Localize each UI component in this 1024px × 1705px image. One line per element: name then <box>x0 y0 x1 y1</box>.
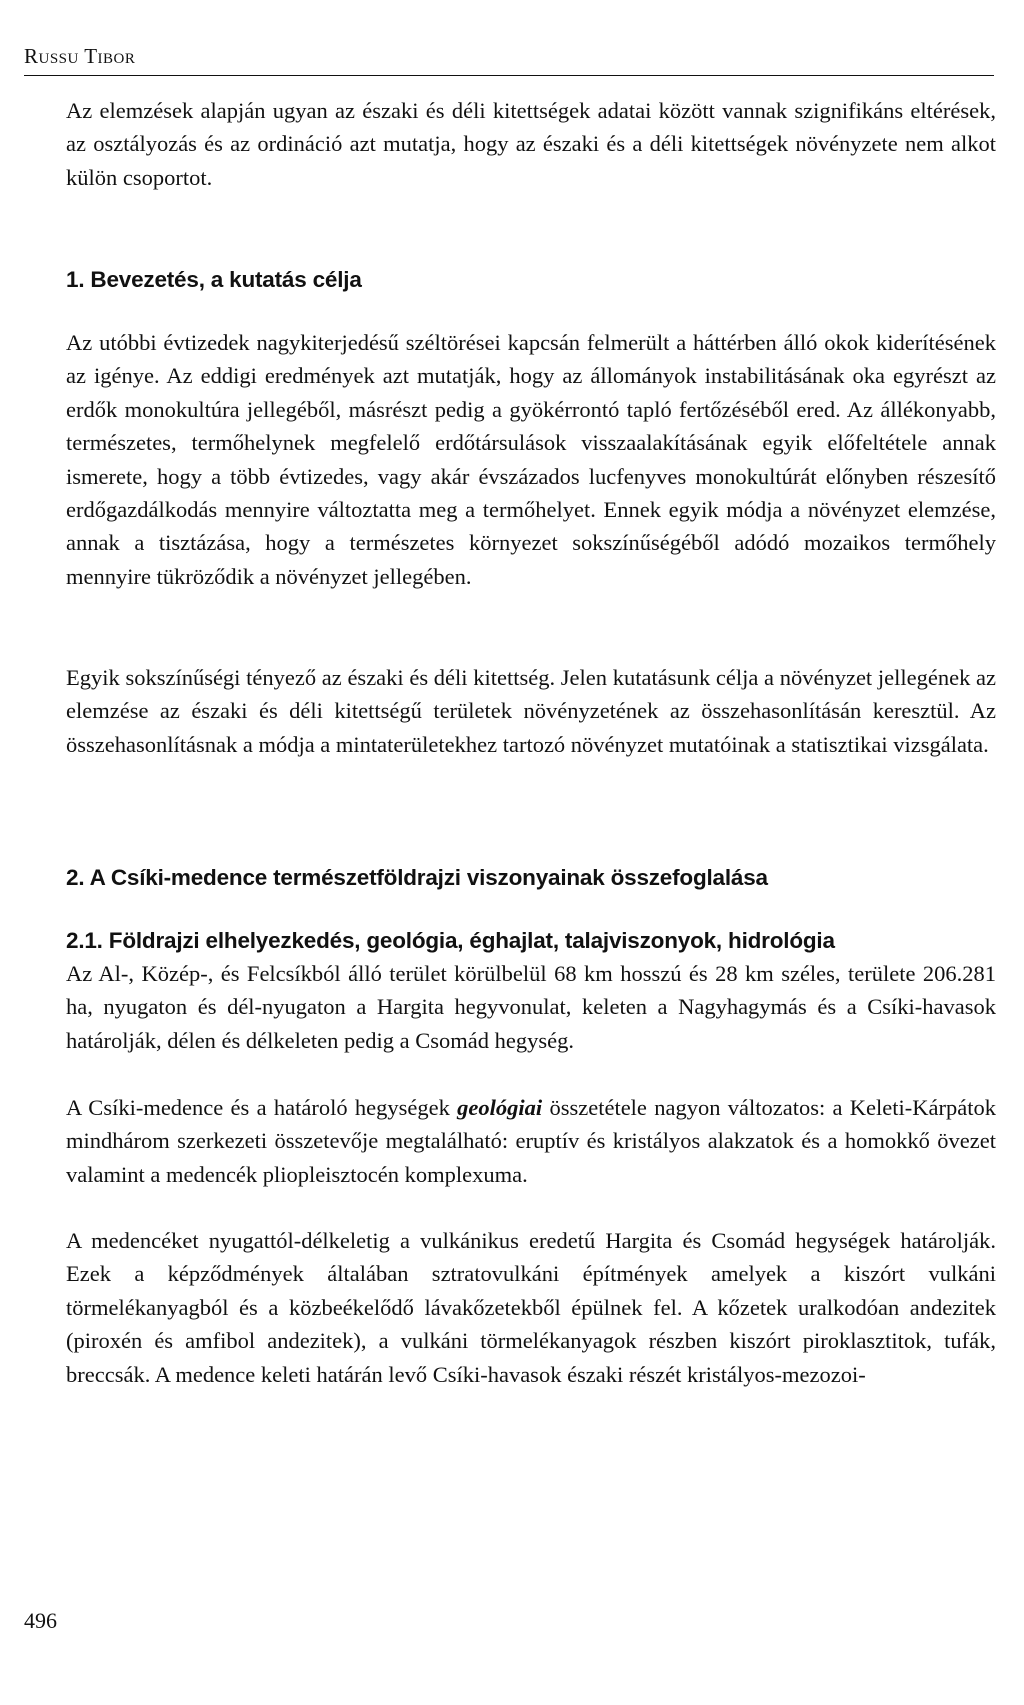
intro-paragraph: Az elemzések alapján ugyan az északi és déli kitettségek adatai között vannak szignifikáns eltérések, az osztályozás és az ordináció azt mutatja, hogy az északi és a déli kitettségek növényzete nem alkot külön csoportot. <box>66 98 996 190</box>
section-1-paragraph-1: Az utóbbi évtizedek nagykiterjedésű széltörései kapcsán felmerült a háttérben álló okok kiderítésének az igénye. Az eddigi eredmények azt mutatják, hogy az állományok instabilitásának oka egyrészt az erdők monokultúra jellegéből, másrészt pedig a gyökérrontó tapló fertőzéséből ered. Az állékonyabb, természetes, termőhelynek megfelelő erdőtársulások visszaalakításának egyik előfeltétele annak ismerete, hogy a több évtizedes, vagy akár évszázados lucfenyves monokultúrát előnyben részesítő erdőgazdálkodás mennyire változtatta meg a termőhelyet. Ennek egyik módja a növényzet elemzése, annak a tisztázása, hogy a természetes környezet sokszínűségéből adódó mozaikos termőhely mennyire tükröződik a növényzet jellegében. <box>66 330 996 589</box>
running-head: Russu Tibor <box>24 44 136 68</box>
page-number: 496 <box>24 1608 57 1633</box>
paragraph-2-lead: A Csíki-medence és a határoló hegységek <box>66 1095 458 1120</box>
geologiai-emphasis: geológiai <box>457 1095 543 1120</box>
section-2-heading: 2. A Csíki-medence természetföldrajzi viszonyainak összefoglalása <box>66 865 768 890</box>
section-1-paragraph-2: Egyik sokszínűségi tényező az északi és déli kitettség. Jelen kutatásunk célja a növényzet jellegének az elemzése az északi és déli kitettségű területek növényzetének az összehasonlításán keresztül. Az összehasonlításnak a módja a mintaterületekhez tartozó növényzet mutatóinak a statisztikai vizsgálata. <box>66 665 996 757</box>
header-rule <box>24 75 994 76</box>
paragraph-2-rest: összetétele nagyon változatos: a Keleti-Kárpátok mindhárom szerkezeti összetevője megtalálható: eruptív és kristályos alakzatok és a homokkő övezet valamint a medencék pliopleisztocén komplexuma. <box>66 1095 996 1187</box>
section-2-paragraph-2 <box>66 1091 996 1191</box>
section-2-1-subheading: 2.1. Földrajzi elhelyezkedés, geológia, éghajlat, talajviszonyok, hidrológia <box>66 928 835 953</box>
section-2-paragraph-3: A medencéket nyugattól-délkeletig a vulkánikus eredetű Hargita és Csomád hegységek határolják. Ezek a képződmények általában sztratovulkáni építmények amelyek a kiszórt vulkáni törmelékanyagból és a közbeékelődő lávakőzetekből épülnek fel. A kőzetek uralkodóan andezitek (piroxén és amfibol andezitek), a vulkáni törmelékanyagok részben kiszórt piroklasztitok, tufák, breccsák. A medence keleti határán levő Csíki-havasok északi részét kristályos-mezozoi- <box>66 1228 996 1387</box>
section-2-paragraph-1: Az Al-, Közép-, és Felcsíkból álló terület körülbelül 68 km hosszú és 28 km széles, területe 206.281 ha, nyugaton és dél-nyugaton a Hargita hegyvonulat, keleten a Nagyhagymás és a Csíki-havasok határolják, délen és délkeleten pedig a Csomád hegység. <box>66 961 996 1053</box>
section-1-heading: 1. Bevezetés, a kutatás célja <box>66 267 362 292</box>
